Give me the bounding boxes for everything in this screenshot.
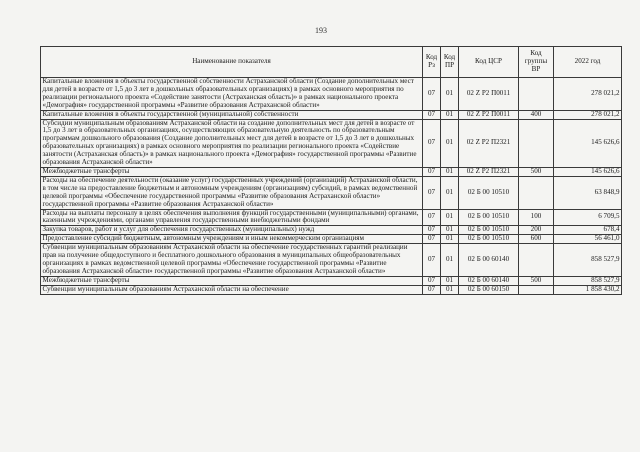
table-row	[41, 226, 622, 235]
row-vr	[519, 119, 554, 167]
header-name: Наименование показателя	[41, 47, 423, 78]
row-rz: 07	[423, 285, 441, 294]
row-csr: 02 Z P2 П2321	[459, 167, 519, 176]
row-vr: 500	[519, 276, 554, 285]
row-vr: 200	[519, 226, 554, 235]
row-pr: 01	[441, 285, 459, 294]
row-pr: 01	[441, 276, 459, 285]
row-amount: 6 709,5	[554, 209, 622, 226]
row-csr: 02 Б 00 60150	[459, 285, 519, 294]
row-pr: 01	[441, 110, 459, 119]
header-csr: Код ЦСР	[459, 47, 519, 78]
table-row	[41, 78, 622, 111]
row-pr: 01	[441, 226, 459, 235]
row-csr: 02 Z P2 П0011	[459, 110, 519, 119]
row-amount: 278 021,2	[554, 110, 622, 119]
row-rz: 07	[423, 276, 441, 285]
row-vr: 400	[519, 110, 554, 119]
row-amount: 145 626,6	[554, 167, 622, 176]
row-amount: 858 527,9	[554, 244, 622, 277]
row-vr	[519, 78, 554, 111]
table-row	[41, 209, 622, 226]
table-row	[41, 276, 622, 285]
row-csr: 02 Z P2 П0011	[459, 78, 519, 111]
row-vr	[519, 244, 554, 277]
row-pr: 01	[441, 176, 459, 209]
row-rz: 07	[423, 244, 441, 277]
row-name: Расходы на выплаты персоналу в целях обеспечения выполнения функций государственными (муниципальными) органами, казенными учреждениями, органами управления государственными внебюджетными фондами	[41, 209, 423, 226]
row-csr: 02 Б 00 60140	[459, 244, 519, 277]
row-amount: 145 626,6	[554, 119, 622, 167]
row-name: Субсидии муниципальным образованиям Астраханской области на создание дополнительных мест для детей в возрасте от 1,5 до 3 лет в образовательных организациях, осуществляющих образовательную деятельность по образовательным программам дошкольного образования (Создание дополнительных мест для детей в возрасте от 1,5 до 3 лет в дошкольных образовательных организациях) в рамках основного мероприятия по реализации регионального проекта «Содействие занятости (Астраханская область)» в рамках национального проекта «Демография» государственной программы «Развитие образования Астраханской области»	[41, 119, 423, 167]
row-name: Расходы на обеспечение деятельности (оказание услуг) государственных учреждений (организаций) Астраханской области, в том числе на предоставление бюджетным и автономным учреждениям (организациям) субсидий, в рамках ведомственной целевой программы «Обеспечение государственной программы «Развитие образования Астраханской области» государственной программы «Развитие образования Астраханской области»	[41, 176, 423, 209]
row-csr: 02 Б 00 10510	[459, 226, 519, 235]
row-pr: 01	[441, 244, 459, 277]
row-pr: 01	[441, 119, 459, 167]
row-csr: 02 Б 00 10510	[459, 209, 519, 226]
row-rz: 07	[423, 235, 441, 244]
row-name: Субвенции муниципальным образованиям Астраханской области на обеспечение	[41, 285, 423, 294]
table-row	[41, 119, 622, 167]
table-row	[41, 285, 622, 294]
budget-table	[40, 46, 622, 295]
row-rz: 07	[423, 226, 441, 235]
table-row	[41, 167, 622, 176]
row-amount: 63 848,9	[554, 176, 622, 209]
row-name: Капитальные вложения в объекты государственной (муниципальной) собственности	[41, 110, 423, 119]
row-rz: 07	[423, 78, 441, 111]
row-amount: 858 527,9	[554, 276, 622, 285]
row-amount: 678,4	[554, 226, 622, 235]
row-amount: 1 858 430,2	[554, 285, 622, 294]
row-name: Капитальные вложения в объекты государственной собственности Астраханской области (Создание дополнительных мест для детей в возрасте от 1,5 до 3 лет в дошкольных образовательных организациях) в рамках основного мероприятия по реализации регионального проекта «Содействие занятости (Астраханская область)» в рамках национального проекта «Демография» государственной программы «Развитие образования Астраханской области»	[41, 78, 423, 111]
row-vr: 500	[519, 167, 554, 176]
row-pr: 01	[441, 209, 459, 226]
row-vr: 100	[519, 209, 554, 226]
row-pr: 01	[441, 78, 459, 111]
table-row	[41, 235, 622, 244]
row-name: Межбюджетные трансферты	[41, 167, 423, 176]
row-vr: 600	[519, 235, 554, 244]
row-amount: 56 461,0	[554, 235, 622, 244]
row-rz: 07	[423, 176, 441, 209]
row-rz: 07	[423, 209, 441, 226]
row-csr: 02 Б 00 10510	[459, 235, 519, 244]
header-pr: Код ПР	[441, 47, 459, 78]
row-rz: 07	[423, 119, 441, 167]
row-vr	[519, 285, 554, 294]
row-csr: 02 Б 00 60140	[459, 276, 519, 285]
row-rz: 07	[423, 167, 441, 176]
table-header-row	[41, 47, 622, 78]
table-row	[41, 110, 622, 119]
row-amount: 278 021,2	[554, 78, 622, 111]
row-pr: 01	[441, 235, 459, 244]
header-year: 2022 год	[554, 47, 622, 78]
header-rz: Код Рз	[423, 47, 441, 78]
row-csr: 02 Б 00 10510	[459, 176, 519, 209]
row-name: Закупка товаров, работ и услуг для обеспечения государственных (муниципальных) нужд	[41, 226, 423, 235]
row-name: Субвенции муниципальным образованиям Астраханской области на обеспечение государственных гарантий реализации прав на получение общедоступного и бесплатного дошкольного образования в муниципальных общеобразовательных организациях в рамках ведомственной целевой программы «Обеспечение государственной программы «Развитие образования Астраханской области» государственной программы «Развитие образования Астраханской области»	[41, 244, 423, 277]
row-rz: 07	[423, 110, 441, 119]
row-csr: 02 Z P2 П2321	[459, 119, 519, 167]
row-vr	[519, 176, 554, 209]
header-vr: Код группы ВР	[519, 47, 554, 78]
table-row	[41, 244, 622, 277]
page-number: 193	[315, 26, 327, 35]
row-name: Предоставление субсидий бюджетным, автономным учреждениям и иным некоммерческим организациям	[41, 235, 423, 244]
row-pr: 01	[441, 167, 459, 176]
row-name: Межбюджетные трансферты	[41, 276, 423, 285]
table-row	[41, 176, 622, 209]
